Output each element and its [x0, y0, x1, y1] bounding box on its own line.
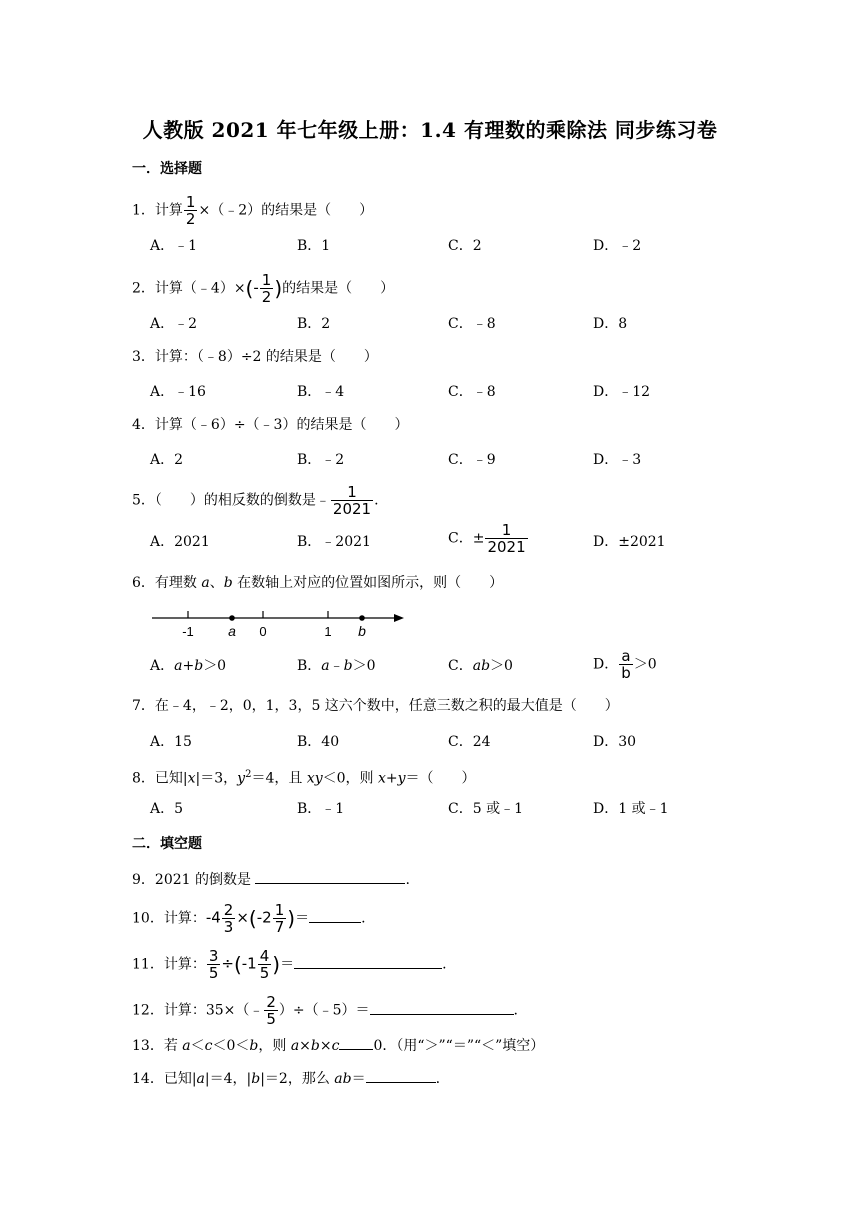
question-13: 13．若 a＜c＜0＜b，则 a×b×c 0．（用“＞”“＝”“＜”填空） — [132, 1035, 544, 1056]
fraction: $\frac{2}{5}$ — [266, 993, 276, 1028]
number-line-figure — [150, 604, 410, 644]
q3-option-d[interactable]: D．﹣12 — [593, 384, 651, 400]
q2-option-a[interactable]: A．﹣2 — [150, 316, 198, 332]
axis-label-a: a — [228, 623, 236, 639]
fraction: $\frac{1}{2021}$ — [332, 483, 372, 518]
q5-option-d[interactable]: D．±2021 — [593, 534, 666, 550]
q8-option-b[interactable]: B．﹣1 — [297, 801, 345, 817]
answer-blank[interactable] — [366, 1068, 436, 1083]
page-title: 人教版 2021 年七年级上册：1.4 有理数的乘除法 同步练习卷 — [142, 118, 718, 142]
q1-option-d[interactable]: D．﹣2 — [593, 238, 642, 254]
q1-option-c[interactable]: C．2 — [448, 238, 482, 254]
q7-option-d[interactable]: D．30 — [593, 734, 637, 750]
fraction: $\frac{1}{2021}$ — [487, 521, 526, 556]
question-14: 14．已知|a|＝4，|b|＝2，那么 ab＝ . — [132, 1068, 440, 1089]
question-5: 5．（ ）的相反数的倒数是﹣ $\frac{1}{2021}$ . — [132, 483, 379, 518]
fraction: $\frac{3}{5}$ — [208, 947, 219, 982]
answer-blank[interactable] — [370, 1000, 514, 1015]
axis-label-b: b — [358, 623, 366, 639]
q6-option-b[interactable]: B．a﹣b＞0 — [297, 658, 376, 674]
fraction: $\frac{1}{2}$ — [185, 193, 196, 228]
answer-blank[interactable] — [255, 869, 405, 884]
q7-option-a[interactable]: A．15 — [150, 734, 192, 750]
question-10: 10．计算：-4 $\frac{2}{3}$ ×(-2 $\frac{1}{7}$ )＝ . — [132, 901, 366, 936]
question-1: 1．计算 $\frac{1}{2}$ ×（﹣2）的结果是（ ） — [132, 193, 374, 228]
q1-option-b[interactable]: B．1 — [297, 238, 331, 254]
q8-option-a[interactable]: A．5 — [150, 801, 184, 817]
fraction: $\frac{4}{5}$ — [259, 947, 270, 982]
fraction: $\frac{2}{3}$ — [223, 901, 234, 936]
q4-option-d[interactable]: D．﹣3 — [593, 452, 642, 468]
q5-option-b[interactable]: B．﹣2021 — [297, 534, 371, 550]
question-11: 11．计算： $\frac{3}{5}$ ÷(-1 $\frac{4}{5}$ )＝ . — [132, 947, 447, 982]
q7-option-b[interactable]: B．40 — [297, 734, 340, 750]
q6-option-d[interactable]: D． $\frac{a}{b}$ ＞0 — [593, 647, 657, 682]
question-9: 9．2021 的倒数是 . — [132, 869, 410, 890]
question-6: 6．有理数 a、b 在数轴上对应的位置如图所示，则（ ） — [132, 575, 504, 591]
q4-option-a[interactable]: A．2 — [150, 452, 184, 468]
question-3: 3．计算：（﹣8）÷2 的结果是（ ） — [132, 349, 378, 365]
q8-option-d[interactable]: D．1 或﹣1 — [593, 801, 669, 817]
question-8: 8．已知|x|＝3，$y^2=4$，且 xy＜0，则 x+y＝（ ） — [132, 769, 476, 787]
axis-label-one: 1 — [324, 624, 332, 639]
q5-option-a[interactable]: A．2021 — [150, 534, 210, 550]
answer-blank[interactable] — [309, 908, 361, 923]
axis-label-neg1: -1 — [182, 624, 194, 639]
axis-label-zero: 0 — [259, 624, 267, 639]
q2-option-c[interactable]: C．﹣8 — [448, 316, 496, 332]
q8-option-c[interactable]: C．5 或﹣1 — [448, 801, 523, 817]
arrow-head-icon — [394, 614, 404, 622]
question-7: 7．在﹣4，﹣2，0，1，3，5 这六个数中，任意三数之积的最大值是（ ） — [132, 698, 619, 714]
q6-option-a[interactable]: A．a+b＞0 — [150, 658, 227, 674]
fraction: $\frac{1}{7}$ — [274, 901, 285, 936]
answer-blank[interactable] — [294, 954, 442, 969]
section-heading-fill: 二．填空题 — [132, 836, 202, 852]
q5-option-c[interactable]: C．± $\frac{1}{2021}$ — [448, 521, 526, 556]
fraction: $\frac{1}{2}$ — [261, 271, 272, 306]
question-12: 12．计算：35×（﹣ $\frac{2}{5}$ ）÷（﹣5）＝ . — [132, 993, 518, 1028]
q3-option-c[interactable]: C．﹣8 — [448, 384, 496, 400]
q2-option-b[interactable]: B．2 — [297, 316, 331, 332]
question-4: 4．计算（﹣6）÷（﹣3）的结果是（ ） — [132, 417, 409, 433]
q1-option-a[interactable]: A．﹣1 — [150, 238, 198, 254]
q7-option-c[interactable]: C．24 — [448, 734, 491, 750]
q2-option-d[interactable]: D．8 — [593, 316, 628, 332]
question-2: 2．计算（﹣4）×(- $\frac{1}{2}$ )的结果是（ ） — [132, 271, 395, 306]
q4-option-b[interactable]: B．﹣2 — [297, 452, 345, 468]
point-a — [229, 615, 235, 621]
q4-option-c[interactable]: C．﹣9 — [448, 452, 496, 468]
section-heading-choice: 一．选择题 — [132, 161, 202, 177]
fraction: $\frac{a}{b}$ — [621, 647, 631, 682]
point-b — [359, 615, 365, 621]
answer-blank[interactable] — [339, 1035, 373, 1050]
q6-option-c[interactable]: C．ab＞0 — [448, 658, 513, 674]
q3-option-a[interactable]: A．﹣16 — [150, 384, 206, 400]
q3-option-b[interactable]: B．﹣4 — [297, 384, 345, 400]
